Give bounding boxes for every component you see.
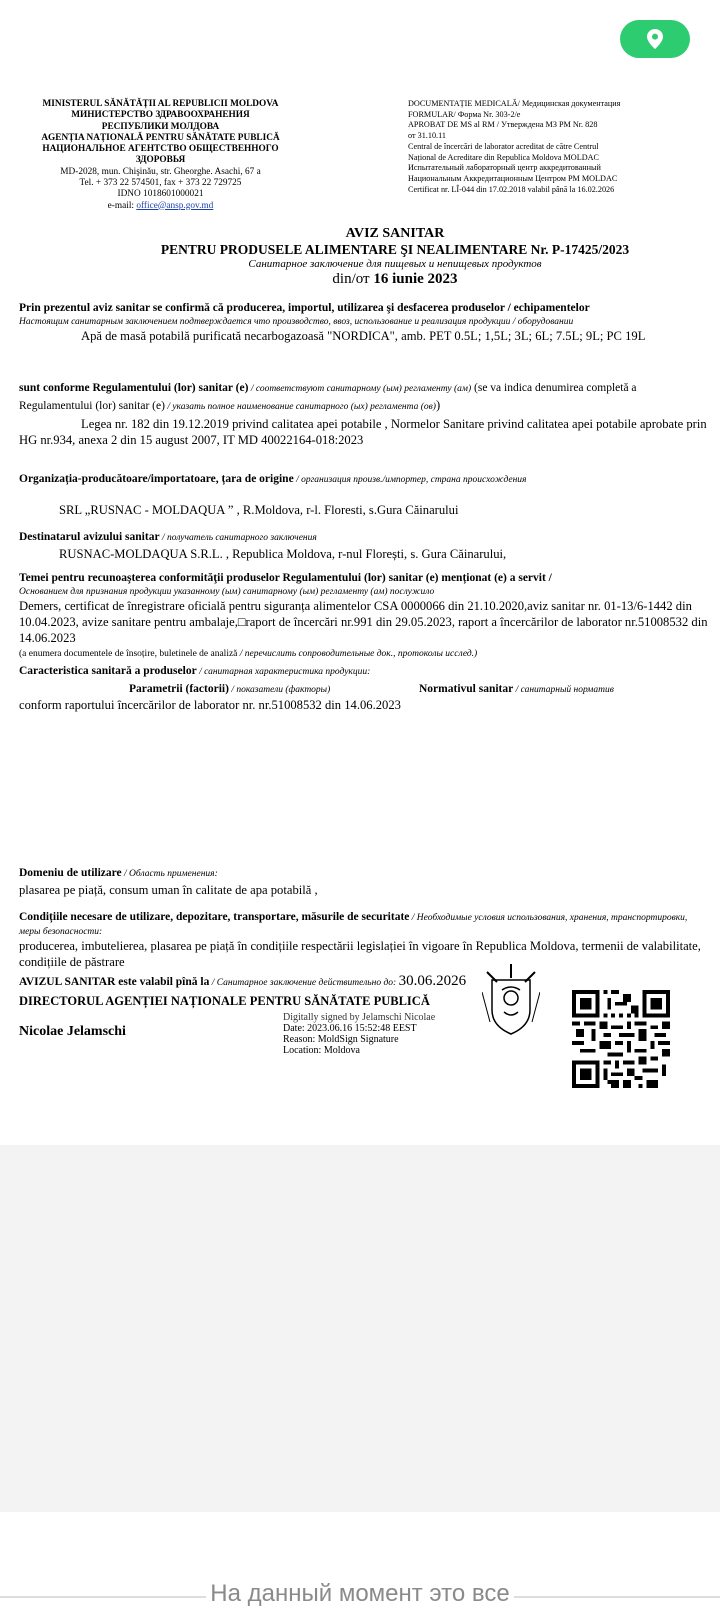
conditions-section: [19, 910, 709, 970]
issuer-line: AGENȚIA NAȚIONALĂ PENTRU SĂNĂTATE PUBLICĂ: [41, 132, 280, 143]
form-line: DOCUMENTAȚIE MEDICALĂ/ Медицинская документация: [408, 99, 621, 108]
issuer-line: РЕСПУБЛИКИ МОЛДОВА: [101, 121, 220, 132]
regulations: Legea nr. 182 din 19.12.2019 privind calitatea apei potabile , Normelor Sanitare privind calitatea apei potabile aprobate prin HG nr.934, anexa 2 din 15 august 2007, IT MD 40022164-018:2023: [19, 417, 707, 447]
validity-label: AVIZUL SANITAR este valabil pînă la: [19, 976, 210, 988]
domain-label: Domeniu de utilizare: [19, 867, 122, 879]
characteristic-value: conform raportului încercărilor de laborator nr. nr.51008532 din 14.06.2023: [19, 698, 401, 712]
coat-of-arms-icon: [482, 962, 540, 1036]
param-ru: / показатели (факторы): [228, 685, 331, 695]
norm-ru: / санитарный норматив: [513, 685, 614, 695]
recipient-label: Destinatarul avizului sanitar: [19, 531, 160, 543]
issuer-address: MD-2028, mun. Chişinău, str. Gheorghe. Asachi, 67 a: [60, 166, 261, 177]
grounds-label: Temei pentru recunoaşterea conformităţii produselor Regulamentului (lor) sanitar (e) menționat (e) a servit /: [19, 572, 552, 584]
signature-reason: Reason: MoldSign Signature: [283, 1034, 399, 1045]
issuer-idno: IDNO 1018601000021: [117, 189, 204, 200]
location-button[interactable]: [620, 20, 690, 58]
producer-value: SRL „RUSNAC - MOLDAQUA ” , R.Moldova, r-l. Floresti, s.Gura Căinarului: [59, 503, 459, 517]
end-of-list-text: [0, 1580, 720, 1608]
conform-label: sunt conforme Regulamentului (lor) sanitar (e): [19, 382, 249, 394]
recipient-section: [19, 528, 709, 562]
grounds-ru: Основанием для признания продукции указанному (ым) санитарному (ым) регламенту (ам) послужило: [19, 587, 435, 597]
form-line: APROBAT DE MS al RM / Утверждена МЗ РМ Nr. 828: [408, 120, 598, 130]
title-main: AVIZ SANITAR: [345, 226, 445, 241]
signed-by: Digitally signed by Jelamschi Nicolae: [283, 1012, 436, 1023]
digital-signature: [283, 1012, 435, 1056]
email-link[interactable]: office@ansp.gov.md: [136, 200, 214, 211]
conform-note: (se va indica denumirea completă a Regulamentului (lor) sanitar (e): [19, 382, 637, 412]
issuer-line: MINISTERUL SĂNĂTĂȚII AL REPUBLICII MOLDOVA: [42, 99, 279, 109]
grounds-note-ru: / перечислить сопроводительные док., протоколы исслед.): [237, 649, 478, 659]
grounds-note: (a enumera documentele de însoțire, buletinele de analiză: [19, 649, 238, 659]
recipient-ru: / получатель санитарного заключения: [159, 533, 317, 543]
domain-value: plasarea pe piață, consum uman în calitate de apa potabilă ,: [19, 883, 318, 897]
issuer-phone: Tel. + 373 22 574501, fax + 373 22 729725: [79, 178, 242, 189]
conform-section: [19, 379, 709, 448]
director-title: DIRECTORUL AGENȚIEI NAȚIONALE PENTRU SĂNĂTATE PUBLICĂ: [19, 994, 430, 1008]
confirm-section: [19, 300, 709, 344]
form-line: FORMULAR/ Форма Nr. 303-2/e: [408, 109, 521, 119]
document-title: [0, 225, 720, 288]
conform-note-ru: / указать полное наименование санитарного (ых) регламента (ов): [164, 402, 436, 412]
characteristic-section: [19, 662, 709, 713]
param-label: Parametrii (factorii): [129, 683, 229, 695]
confirm-label: Prin prezentul aviz sanitar se confirmă că producerea, importul, utilizarea şi desfacerea produselor / echipamentelor: [19, 302, 590, 314]
form-line: Certificat nr. LÎ-044 din 17.02.2018 valabil până la 16.02.2026: [408, 184, 615, 194]
producer-label: Organizația-producătoare/importatoare, țara de origine: [19, 473, 294, 485]
location-pin-icon: [647, 29, 663, 49]
issuer-line: НАЦИОНАЛЬНОЕ АГЕНТСТВО ОБЩЕСТВЕННОГО: [42, 144, 279, 155]
director-name: Nicolae Jelamschi: [19, 1024, 126, 1039]
title-ru: Санитарное заключение для пищевых и непищевых продуктов: [248, 258, 542, 270]
form-line: Испытательный лабораторный центр аккредитованный: [408, 163, 601, 173]
signature-location: Location: Moldova: [283, 1045, 360, 1056]
issue-date: 16 iunie 2023: [373, 271, 458, 287]
producer-section: [19, 470, 709, 518]
issuer-header: [18, 99, 303, 212]
conform-ru: / соответствуют санитарному (ым) регламенту (ам): [248, 384, 472, 394]
characteristic-ru: / санитарная характеристика продукции:: [196, 667, 371, 677]
producer-ru: / организация произв./импортер, страна происхождения: [293, 475, 527, 485]
form-line: Național de Acreditare din Republica Moldova MOLDAC: [408, 152, 599, 162]
norm-label: Normativul sanitar: [419, 683, 514, 695]
domain-ru: / Область применения:: [121, 869, 218, 879]
grounds-value: Demers, certificat de înregistrare oficială pentru siguranța alimentelor CSA 0000066 din 21.10.2020,aviz sanitar nr. 01-13/6-1442 din 10.04.2023, avize sanitare pentru ambalaje,□raport de încercări nr.991 din 29.05.2023, raport a încercărilor de laborator nr.51008532 din 14.06.2023: [19, 599, 708, 645]
validity-date: 30.06.2026: [398, 973, 467, 989]
form-header: [408, 99, 708, 195]
conform-note-end: ): [435, 398, 441, 412]
validity-ru: / Санитарное заключение действительно до:: [209, 978, 399, 988]
characteristic-label: Caracteristica sanitară a produselor: [19, 665, 197, 677]
grounds-section: [19, 570, 709, 660]
qr-code-icon: [571, 990, 671, 1088]
validity-section: [19, 973, 709, 991]
conditions-value: producerea, imbutelierea, plasarea pe piață în condițiile respectării legislației în vigoare în Republica Moldova, termenii de valabilitate, condițiile de păstrare: [19, 939, 701, 969]
conditions-label: Condițiile necesare de utilizare, depozitare, transportare, măsurile de securitate: [19, 911, 410, 923]
email-label: e-mail:: [107, 200, 137, 211]
domain-section: [19, 864, 709, 898]
signature-date: Date: 2023.06.16 15:52:48 EEST: [283, 1023, 417, 1034]
date-prefix: din/от: [332, 271, 374, 287]
form-line: от 31.10.11: [408, 131, 446, 141]
form-line: Национальным Аккредитационным Центром РМ MOLDAC: [408, 173, 618, 183]
recipient-value: RUSNAC-MOLDAQUA S.R.L. , Republica Moldova, r-nul Florești, s. Gura Căinarului,: [59, 547, 507, 561]
conditions-ru: / Необходимые условия использования, хранения, транспортировки, меры безопасности:: [19, 913, 688, 937]
issuer-line: МИНИСТЕРСТВО ЗДРАВООХРАНЕНИЯ: [71, 110, 250, 121]
product-name: Apă de masă potabilă purificată necarbogazoasă "NORDICA", amb. PET 0.5L; 1,5L; 3L; 6L; 7.5L; 9L; PC 19L: [81, 329, 646, 343]
issuer-line: ЗДОРОВЬЯ: [135, 155, 186, 166]
gray-spacer: [0, 1145, 720, 1512]
confirm-ru: Настоящим санитарным заключением подтверждается что производство, ввоз, использование и реализация продукции / оборудовании: [19, 317, 574, 327]
end-of-list-label: На данный момент это все: [206, 1580, 513, 1607]
form-line: Central de încercări de laborator acreditat de către Centrul: [408, 141, 599, 151]
title-sub: PENTRU PRODUSELE ALIMENTARE ŞI NEALIMENTARE Nr. P-17425/2023: [160, 242, 630, 257]
